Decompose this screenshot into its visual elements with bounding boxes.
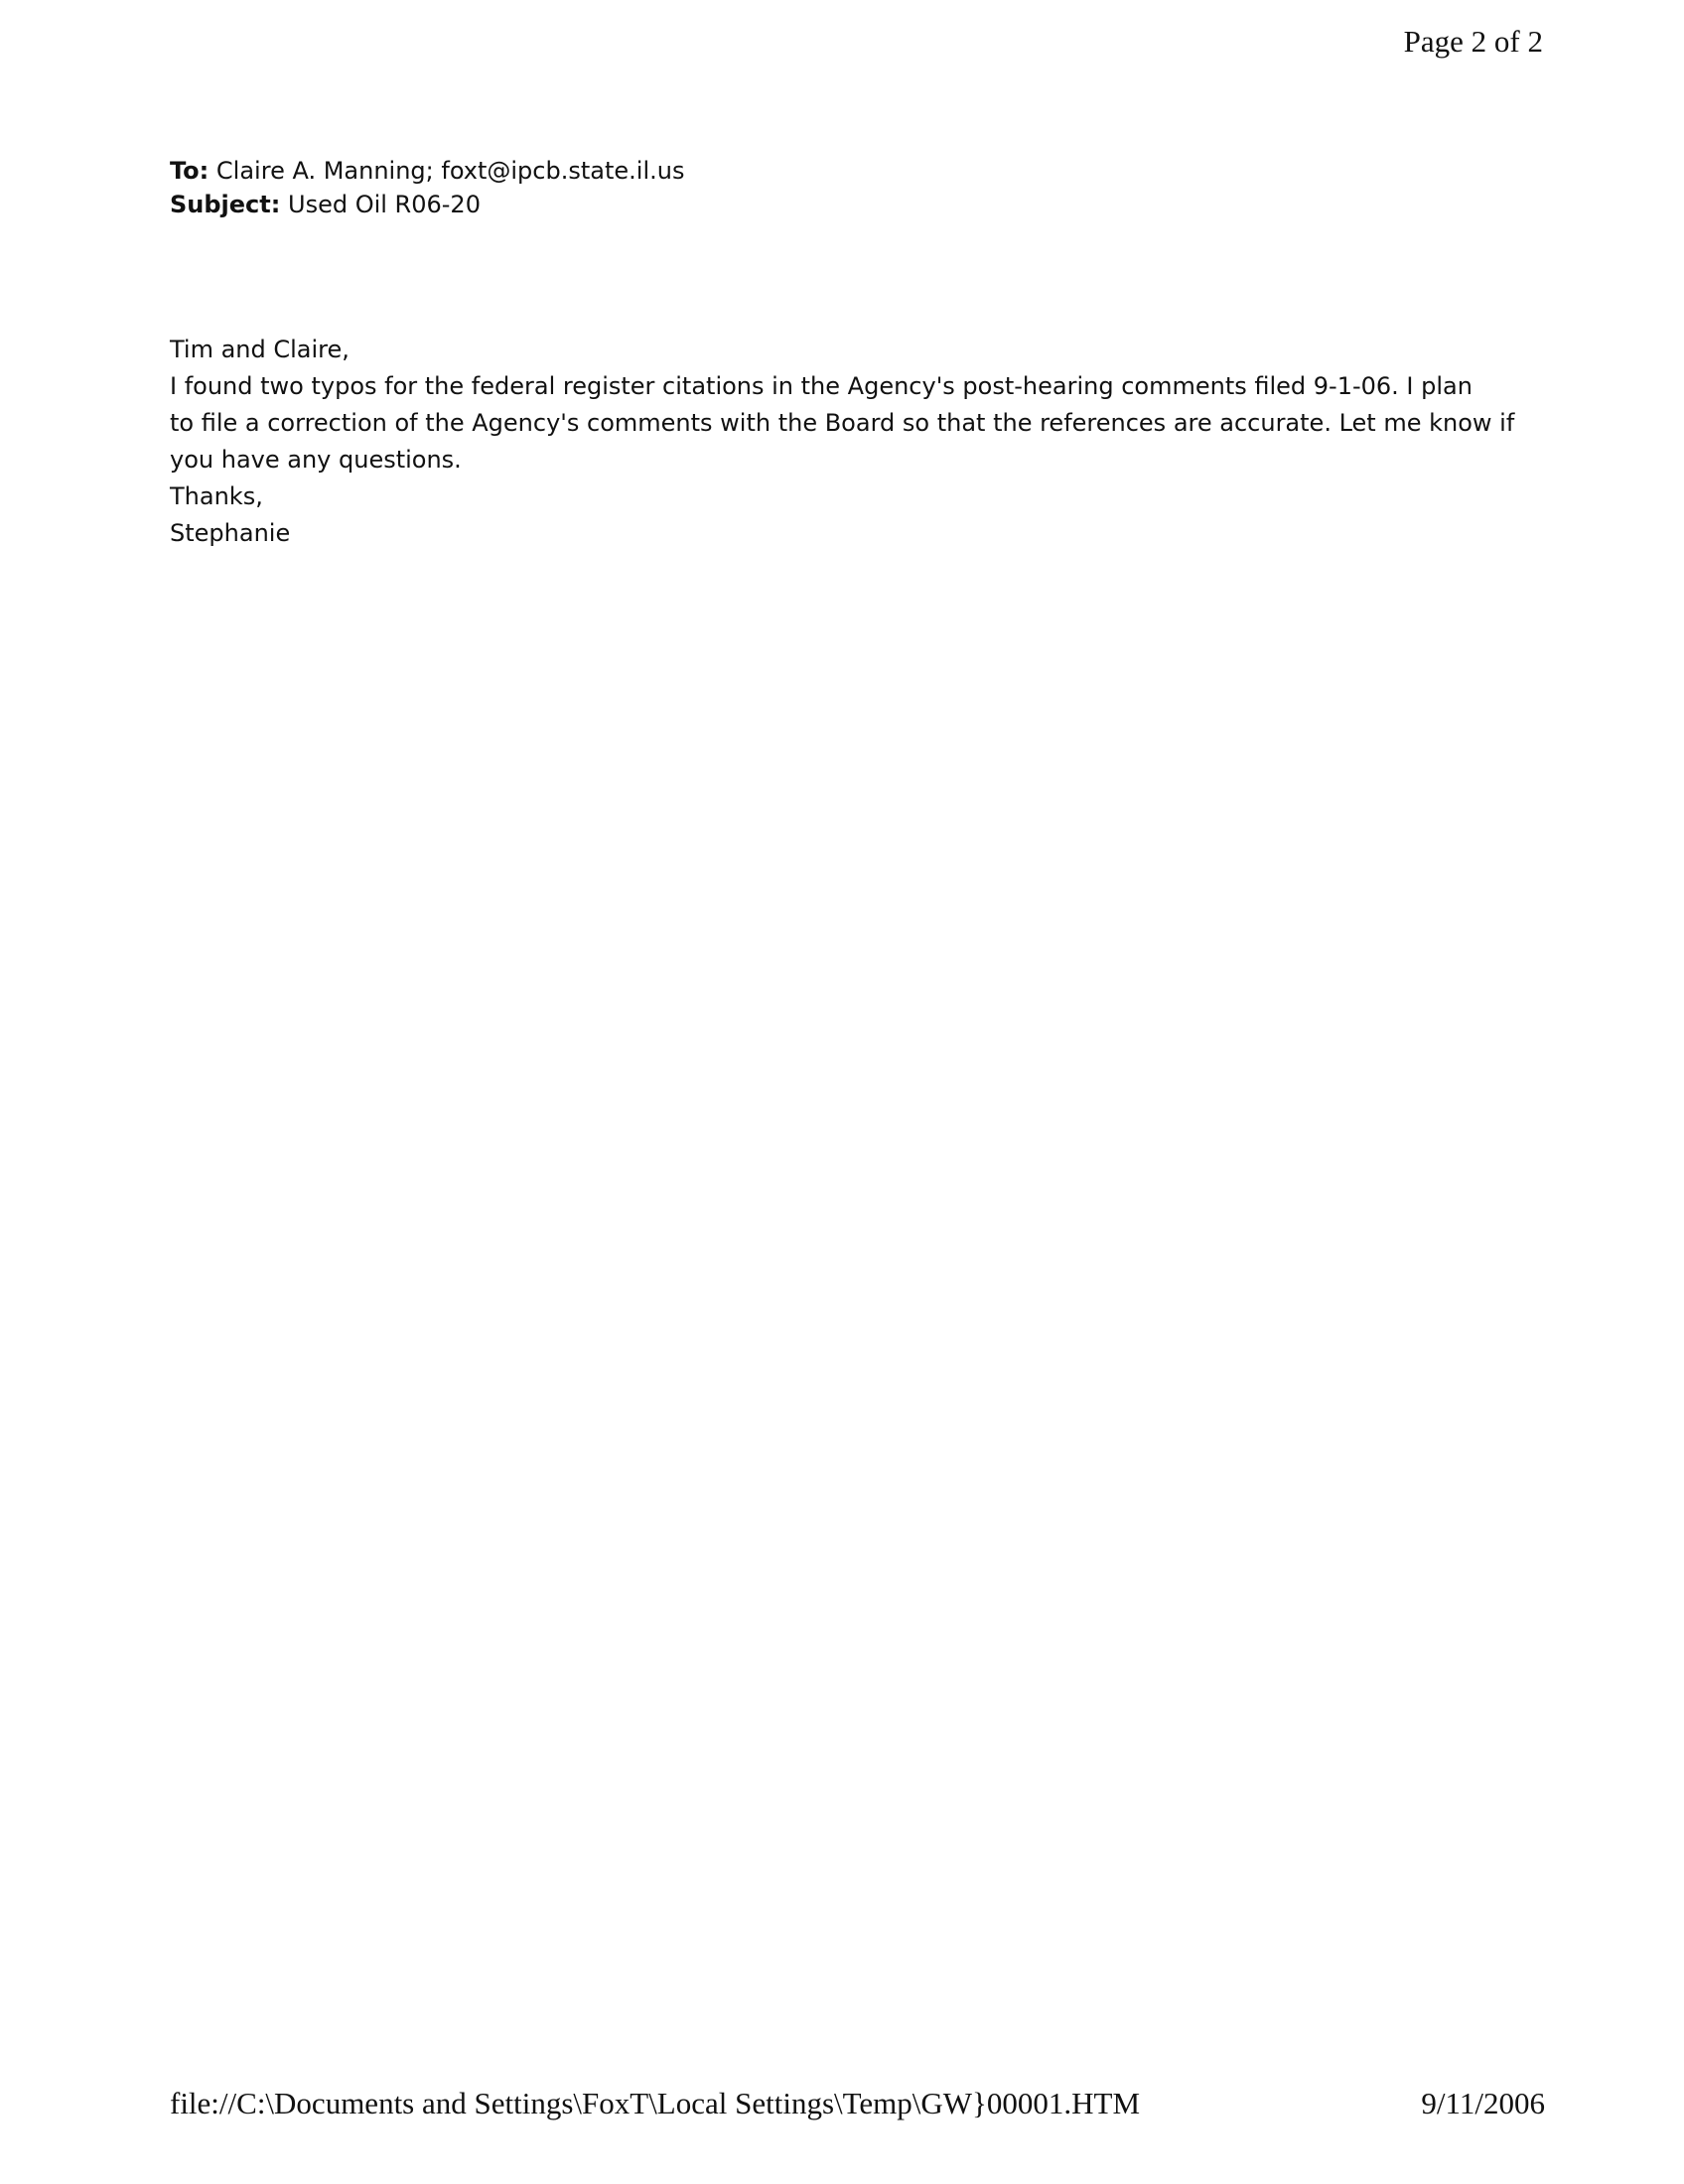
to-row [170, 154, 684, 188]
subject-value: Used Oil R06-20 [288, 191, 481, 218]
to-value: Claire A. Manning; foxt@ipcb.state.il.us [215, 157, 685, 185]
greeting: Tim and Claire, [170, 336, 350, 363]
to-label: To: [170, 157, 210, 185]
message-line: I found two typos for the federal register citations in the Agency's post-hearing comments filed 9-1-06. I plan [170, 372, 1473, 400]
message-line: to file a correction of the Agency's comments with the Board so that the references are accurate. Let me know if [170, 409, 1515, 437]
closing: Thanks, [170, 482, 263, 510]
footer-file-path: file://C:\Documents and Settings\FoxT\Local Settings\Temp\GW}00001.HTM [170, 2086, 1141, 2120]
email-header [170, 154, 684, 221]
page-number: Page 2 of 2 [1403, 24, 1543, 59]
message-body [170, 332, 1580, 552]
footer-date: 9/11/2006 [1421, 2086, 1545, 2120]
message-line: you have any questions. [170, 446, 462, 474]
signature: Stephanie [170, 519, 291, 547]
subject-row [170, 188, 684, 221]
subject-label: Subject: [170, 191, 281, 218]
